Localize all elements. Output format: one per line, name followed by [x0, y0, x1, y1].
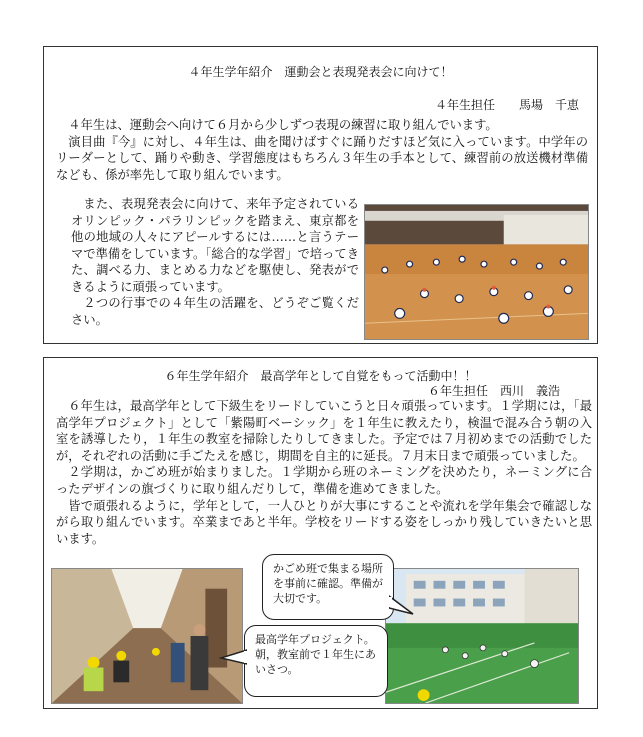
grade6-section: [43, 357, 598, 709]
grade4-title: ４年生学年紹介 運動会と表現発表会に向けて！: [188, 65, 453, 79]
grade6-para3: 皆で頑張れるように，学年として，一人ひとりが大事にすることや流れを学年集会で確認しながら取り組んでいます。卒業まであと半年。学校をリードする姿をしっかり残していきたいと思います。: [56, 498, 592, 546]
bubble-project: [244, 625, 388, 697]
bubble-kagome: [262, 554, 394, 620]
grade6-body: [56, 398, 592, 547]
bubble-kagome-tail: [389, 594, 415, 616]
grade4-para1: ４年生は、運動会へ向けて６月から少しずつ表現の練習に取り組んでいます。: [68, 118, 498, 132]
grade4-para2: 演目曲『今』に対し、４年生は、曲を聞けばすぐに踊りだすほど気に入っています。中学年のリーダーとして、踊りや動き、学習態度はもちろん３年生の手本として、練習前の放送機材準備なども、係が率先して取り組んでいます。: [56, 134, 588, 182]
bubble-kagome-text: かごめ班で集まる場所を事前に確認。準備が大切です。: [273, 562, 383, 605]
gym-dance-practice-photo: [364, 204, 589, 340]
grade4-author: ４年生担任 馬場 千恵: [434, 98, 579, 112]
grade6-author: ６年生担任 西川 義浩: [427, 384, 560, 398]
school-hallway-photo: [51, 568, 243, 704]
grade4-body-top: [56, 117, 588, 183]
grade6-title: ６年生学年紹介 最高学年として自覚をもって活動中！！: [164, 369, 477, 383]
schoolyard-photo: [385, 568, 579, 704]
grade6-para1: ６年生は，最高学年として下級生をリードしていこうと日々頑張っています。１学期には，「最高学年プロジェクト」として「紫陽町ベーシック」を１年生に教えたり，検温で混み合う朝の入室を誘導したり，１年生の教室を掃除したりしてきました。予定では７月初めまでの活動でしたが，それぞれの活動に手ごたえを感じ，期間を自主的に延長。７月末日まで頑張っていました。: [56, 399, 592, 463]
grade6-para2: ２学期は，かごめ班が始まりました。１学期から班のネーミングを決めたり，ネーミングに合ったデザインの旗づくりに取り組んだりして，準備を進めてきました。: [56, 465, 592, 496]
grade4-section: [43, 46, 598, 344]
grade4-para4: ２つの行事での４年生の活躍を、どうぞご覧ください。: [71, 296, 359, 327]
grade4-body-bottom: [71, 196, 359, 328]
grade4-para3: また、表現発表会に向けて、来年予定されているオリンピック・パラリンピックを踏まえ、東京都を他の地域の人々にアピールするには……と言うテーマで準備をしています。「総合的な学習」で培ってきた、調べる力、まとめる力などを駆使し、発表ができるように頑張っています。: [71, 197, 359, 294]
bubble-project-text: 最高学年プロジェクト。朝，教室前で１年生にあいさつ。: [255, 633, 376, 676]
bubble-project-tail: [219, 648, 247, 668]
